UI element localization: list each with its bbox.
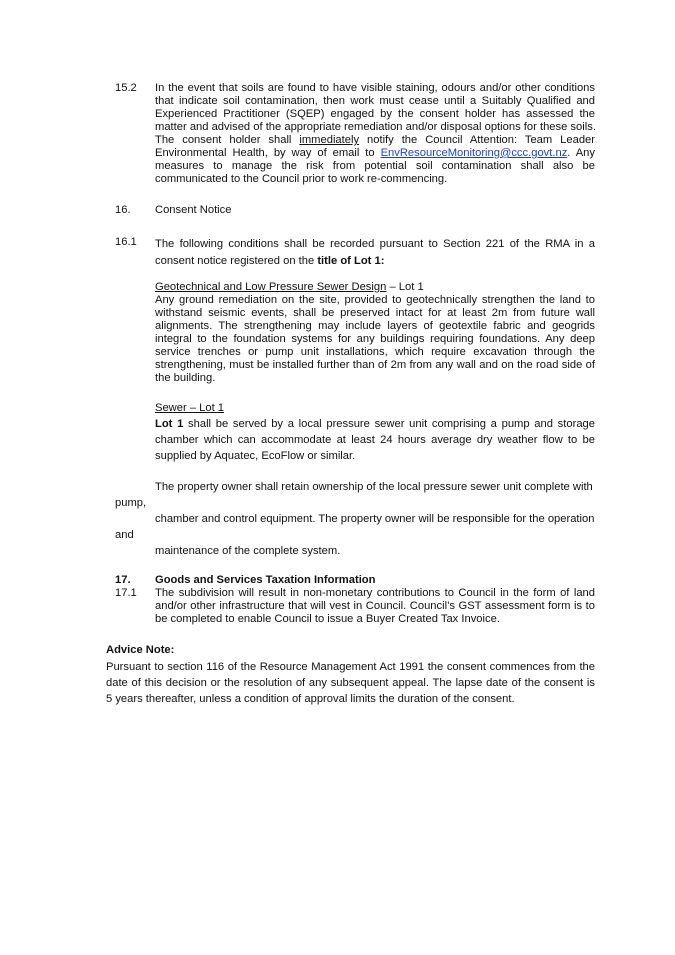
clause-15-2-line: [155, 134, 595, 147]
clause-15-2-line: In the event that soils are found to have visible staining, odours and/or other conditions: [155, 82, 595, 94]
geotech-line: the building.: [155, 372, 216, 384]
immediately-emphasis: immediately: [299, 134, 360, 146]
clause-number-16-1: 16.1: [115, 236, 137, 248]
geotech-heading-underlined: Geotechnical and Low Pressure Sewer Design: [155, 281, 387, 293]
clause-16-1-line: The following conditions shall be recorded pursuant to Section 221 of the RMA in a: [155, 238, 595, 250]
advice-note-text: [106, 659, 595, 707]
owner-line-3: maintenance of the complete system.: [155, 545, 341, 557]
sewer-paragraph: [155, 416, 595, 464]
title-of-lot-1: title of Lot 1:: [317, 255, 385, 267]
advice-note-heading: Advice Note:: [106, 644, 175, 656]
text-fragment: The consent holder shall: [155, 134, 300, 146]
owner-line-1: The property owner shall retain ownership of the local pressure sewer unit complete with: [155, 481, 593, 493]
geotech-heading-lot: – Lot 1: [386, 281, 424, 293]
clause-16-title: Consent Notice: [155, 204, 232, 216]
advice-line: 5 years thereafter, unless a condition of approval limits the duration of the consent.: [106, 693, 515, 705]
lot-1-bold: Lot 1: [155, 418, 184, 430]
geotech-line: withstand seismic events, shall be preserved intact for at least 2m from future wall: [155, 307, 595, 319]
clause-17-1-text: [155, 587, 595, 626]
geotech-line: Any ground remediation on the site, provided to geotechnically strengthen the land to: [155, 294, 595, 306]
clause-15-2-line: that indicate soil contamination, then work must cease until a Suitably Qualified and: [155, 95, 595, 107]
clause-number-17: 17.: [115, 574, 131, 586]
text-fragment: consent notice registered on the: [155, 255, 318, 267]
clause-number-15-2: 15.2: [115, 82, 137, 94]
text-fragment: . Any: [567, 147, 595, 159]
geotech-line: integral to the foundation systems for any buildings requiring foundations. Any deep: [155, 333, 595, 345]
clause-17-1-line: and/or other infrastructure that will vest in Council. Council’s GST assessment form is to: [155, 600, 595, 612]
clause-15-2-line: communicated to the Council prior to work re-commencing.: [155, 173, 448, 185]
clause-16-1-intro: [155, 236, 595, 270]
clause-17-1-line: The subdivision will result in non-monetary contributions to Council in the form of land: [155, 587, 595, 599]
sewer-heading: Sewer – Lot 1: [155, 402, 225, 414]
clause-15-2-text: [155, 82, 595, 186]
clause-15-2-line: measures to manage the risk from potential soil contamination shall also be: [155, 160, 595, 172]
geotech-heading: [155, 281, 595, 294]
geotech-line: service trenches or pump unit installations, which require excavation through the: [155, 346, 595, 358]
owner-line-2: chamber and control equipment. The property owner will be responsible for the operation: [155, 513, 595, 525]
clause-17-title: Goods and Services Taxation Information: [155, 574, 376, 586]
owner-wrap-2: and: [115, 529, 134, 541]
clause-17-1-line: be completed to enable Council to issue a Buyer Created Tax Invoice.: [155, 613, 500, 625]
sewer-line: chamber which can accommodate at least 24 hours average dry weather flow to be: [155, 434, 595, 446]
clause-number-16: 16.: [115, 204, 131, 216]
advice-line: Pursuant to section 116 of the Resource Management Act 1991 the consent commences from the: [106, 661, 595, 673]
sewer-line: [155, 416, 595, 432]
clause-number-17-1: 17.1: [115, 587, 137, 599]
text-fragment: shall be served by a local pressure sewer unit comprising a pump and storage: [183, 418, 595, 430]
email-link[interactable]: EnvResourceMonitoring@ccc.govt.nz: [380, 147, 568, 159]
clause-15-2-line: [155, 147, 595, 160]
clause-16-1-line: [155, 253, 595, 270]
text-fragment: Environmental Health, by way of email to: [155, 147, 381, 159]
text-fragment: notify the Council Attention: Team Leader: [359, 134, 595, 146]
owner-wrap-1: pump,: [115, 497, 147, 509]
advice-line: date of this decision or the resolution of any subsequent appeal. The lapse date of the consent is: [106, 677, 595, 689]
sewer-line: supplied by Aquatec, EcoFlow or similar.: [155, 450, 356, 462]
geotech-line: strengthening, must be installed further than of 2m from any wall and on the road side of: [155, 359, 595, 371]
clause-15-2-line: Experienced Practitioner (SQEP) engaged by the consent holder has assessed the: [155, 108, 595, 120]
geotech-line: alignments. The strengthening may include layers of geotextile fabric and geogrids: [155, 320, 595, 332]
clause-15-2-line: matter and advised of the appropriate remediation and/or disposal options for these soils.: [155, 121, 596, 133]
geotech-paragraph: [155, 294, 595, 385]
